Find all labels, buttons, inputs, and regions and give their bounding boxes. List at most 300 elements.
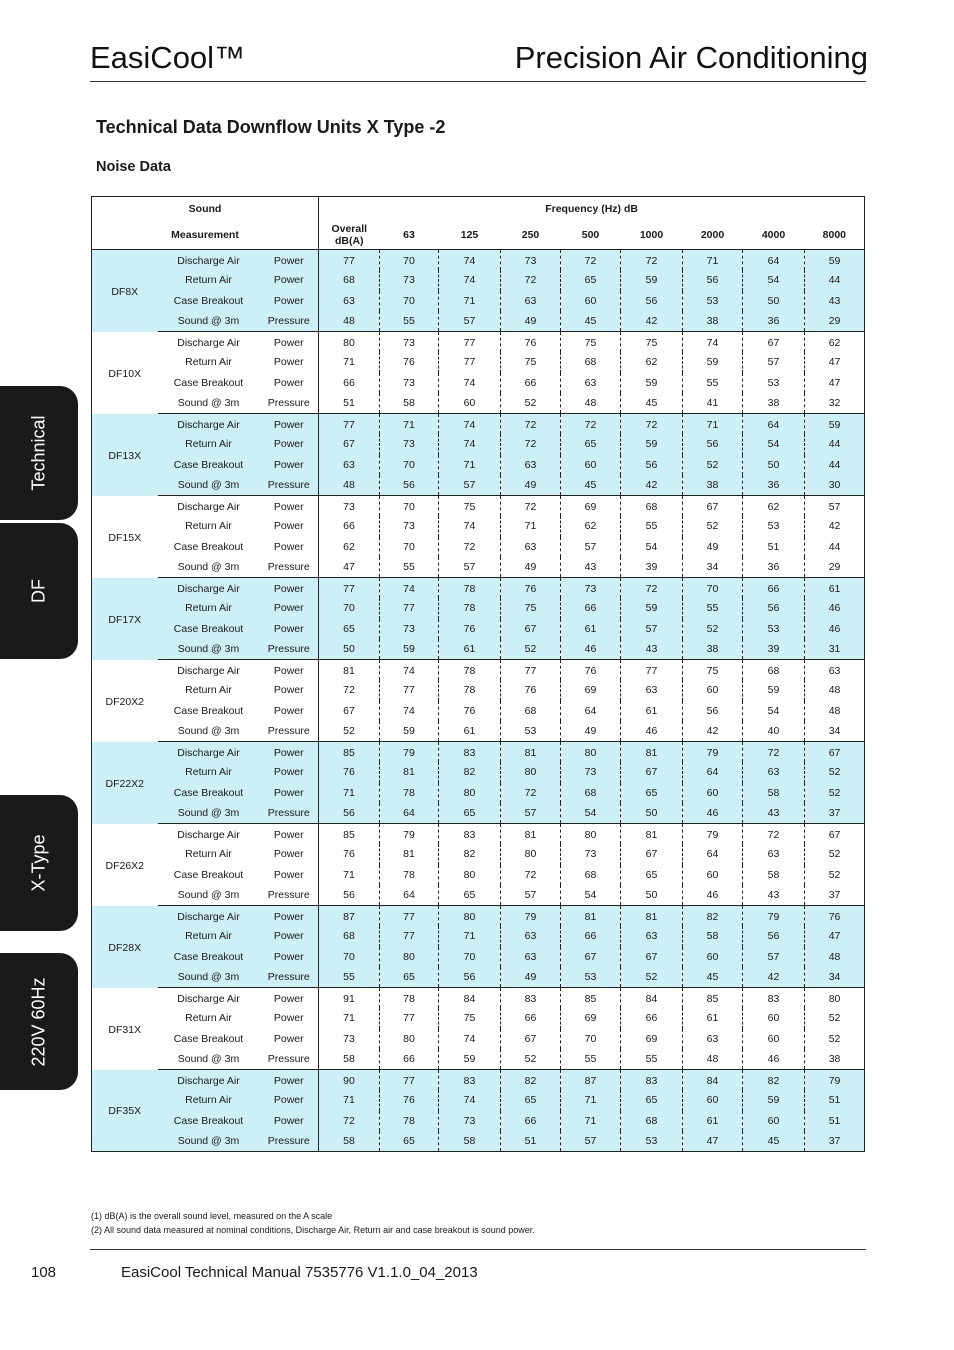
- measurement-position: Return Air: [158, 762, 260, 783]
- band-value: 64: [561, 701, 621, 722]
- band-value: 52: [805, 1029, 865, 1050]
- measurement-type: Power: [260, 844, 319, 865]
- band-value: 65: [621, 865, 683, 886]
- table-row: [92, 762, 865, 783]
- band-value: 59: [743, 680, 805, 701]
- measurement-type: Power: [260, 926, 319, 947]
- tab-technical[interactable]: [0, 386, 78, 520]
- table-row: [92, 639, 865, 660]
- band-value: 41: [683, 393, 743, 414]
- tab-x-type[interactable]: [0, 795, 78, 931]
- band-value: 59: [621, 434, 683, 455]
- measurement-position: Case Breakout: [158, 455, 260, 476]
- band-value: 49: [561, 721, 621, 742]
- tab-technical-label: Technical: [28, 415, 49, 491]
- band-value: 55: [380, 311, 439, 332]
- band-value: 72: [561, 250, 621, 271]
- band-value: 32: [805, 393, 865, 414]
- band-value: 61: [439, 639, 501, 660]
- overall-value: 63: [319, 291, 380, 312]
- table-row: [92, 721, 865, 742]
- band-value: 77: [501, 660, 561, 681]
- band-value: 54: [561, 803, 621, 824]
- band-value: 78: [380, 865, 439, 886]
- band-value: 59: [621, 373, 683, 394]
- band-value: 77: [439, 332, 501, 353]
- band-value: 72: [743, 824, 805, 845]
- model-group: [92, 414, 865, 496]
- band-value: 36: [743, 475, 805, 496]
- tab-df[interactable]: [0, 523, 78, 659]
- measurement-type: Power: [260, 1029, 319, 1050]
- band-value: 69: [561, 680, 621, 701]
- table-row: [92, 250, 865, 271]
- band-value: 85: [683, 988, 743, 1009]
- band-value: 51: [501, 1131, 561, 1152]
- band-value: 63: [743, 844, 805, 865]
- measurement-position: Case Breakout: [158, 373, 260, 394]
- band-value: 78: [380, 783, 439, 804]
- band-value: 77: [380, 598, 439, 619]
- measurement-type: Power: [260, 619, 319, 640]
- band-value: 65: [561, 434, 621, 455]
- page-number: 108: [31, 1264, 57, 1281]
- band-value: 30: [805, 475, 865, 496]
- table-row: [92, 311, 865, 332]
- band-value: 45: [683, 967, 743, 988]
- band-value: 48: [805, 947, 865, 968]
- overall-value: 72: [319, 1111, 380, 1132]
- noise-data-table: [91, 196, 865, 1152]
- model-name: DF35X: [92, 1070, 158, 1152]
- overall-value: 87: [319, 906, 380, 927]
- measurement-type: Pressure: [260, 311, 319, 332]
- band-value: 73: [561, 578, 621, 599]
- band-value: 60: [561, 455, 621, 476]
- model-name: DF20X2: [92, 660, 158, 742]
- band-value: 73: [380, 434, 439, 455]
- band-value: 49: [501, 311, 561, 332]
- band-value: 75: [683, 660, 743, 681]
- band-value: 74: [683, 332, 743, 353]
- table-row: [92, 373, 865, 394]
- band-value: 79: [805, 1070, 865, 1091]
- overall-value: 47: [319, 557, 380, 578]
- band-value: 68: [561, 352, 621, 373]
- measurement-position: Case Breakout: [158, 537, 260, 558]
- band-value: 63: [501, 455, 561, 476]
- measurement-type: Power: [260, 680, 319, 701]
- measurement-type: Pressure: [260, 721, 319, 742]
- measurement-position: Sound @ 3m: [158, 803, 260, 824]
- band-value: 70: [380, 537, 439, 558]
- overall-value: 52: [319, 721, 380, 742]
- tab-voltage[interactable]: [0, 953, 78, 1090]
- measurement-position: Return Air: [158, 1008, 260, 1029]
- band-value: 43: [561, 557, 621, 578]
- band-value: 51: [805, 1090, 865, 1111]
- model-name: DF15X: [92, 496, 158, 578]
- measurement-position: Discharge Air: [158, 906, 260, 927]
- band-value: 38: [683, 475, 743, 496]
- header-overall: [319, 221, 380, 250]
- header-title: Precision Air Conditioning: [514, 40, 868, 75]
- band-value: 72: [501, 865, 561, 886]
- measurement-position: Discharge Air: [158, 988, 260, 1009]
- model-group: [92, 988, 865, 1070]
- table-row: [92, 660, 865, 681]
- overall-value: 48: [319, 311, 380, 332]
- band-value: 48: [683, 1049, 743, 1070]
- measurement-type: Power: [260, 742, 319, 763]
- band-value: 63: [683, 1029, 743, 1050]
- table-row: [92, 270, 865, 291]
- header-sound: Sound: [92, 197, 319, 221]
- band-value: 77: [380, 926, 439, 947]
- band-value: 49: [683, 537, 743, 558]
- overall-value: 55: [319, 967, 380, 988]
- band-value: 73: [561, 762, 621, 783]
- note-1: (1) dB(A) is the overall sound level, measured on the A scale: [91, 1211, 333, 1221]
- band-value: 80: [380, 947, 439, 968]
- band-value: 63: [621, 926, 683, 947]
- table-row: [92, 1070, 865, 1091]
- overall-value: 56: [319, 885, 380, 906]
- measurement-position: Return Air: [158, 926, 260, 947]
- band-value: 70: [439, 947, 501, 968]
- band-value: 51: [805, 1111, 865, 1132]
- band-value: 60: [683, 947, 743, 968]
- table-row: [92, 742, 865, 763]
- model-name: DF13X: [92, 414, 158, 496]
- measurement-position: Case Breakout: [158, 1029, 260, 1050]
- band-value: 67: [621, 762, 683, 783]
- band-value: 81: [380, 844, 439, 865]
- band-value: 69: [621, 1029, 683, 1050]
- overall-value: 85: [319, 742, 380, 763]
- band-value: 72: [501, 270, 561, 291]
- band-value: 83: [439, 824, 501, 845]
- band-value: 43: [805, 291, 865, 312]
- table-row: [92, 1131, 865, 1152]
- band-value: 65: [561, 270, 621, 291]
- band-value: 54: [743, 701, 805, 722]
- model-name: DF10X: [92, 332, 158, 414]
- tab-df-label: DF: [28, 579, 49, 603]
- band-value: 72: [621, 414, 683, 435]
- measurement-position: Return Air: [158, 680, 260, 701]
- band-value: 72: [501, 496, 561, 517]
- overall-value: 70: [319, 598, 380, 619]
- table-row: [92, 414, 865, 435]
- band-value: 76: [380, 1090, 439, 1111]
- measurement-position: Sound @ 3m: [158, 967, 260, 988]
- band-value: 44: [805, 537, 865, 558]
- band-value: 65: [439, 803, 501, 824]
- measurement-position: Sound @ 3m: [158, 721, 260, 742]
- band-value: 42: [743, 967, 805, 988]
- band-value: 81: [621, 824, 683, 845]
- band-value: 72: [439, 537, 501, 558]
- band-value: 80: [439, 865, 501, 886]
- band-value: 84: [439, 988, 501, 1009]
- band-value: 57: [743, 352, 805, 373]
- band-value: 74: [439, 270, 501, 291]
- measurement-position: Discharge Air: [158, 1070, 260, 1091]
- overall-value: 68: [319, 926, 380, 947]
- model-name: DF22X2: [92, 742, 158, 824]
- band-value: 70: [683, 578, 743, 599]
- band-value: 69: [561, 496, 621, 517]
- band-value: 82: [439, 844, 501, 865]
- band-value: 42: [805, 516, 865, 537]
- band-value: 64: [380, 803, 439, 824]
- band-value: 63: [501, 291, 561, 312]
- table-row: [92, 537, 865, 558]
- measurement-position: Return Air: [158, 516, 260, 537]
- band-value: 66: [501, 1111, 561, 1132]
- band-value: 68: [621, 1111, 683, 1132]
- header-band: 63: [380, 221, 439, 250]
- band-value: 83: [439, 742, 501, 763]
- band-value: 60: [683, 1090, 743, 1111]
- overall-value: 77: [319, 578, 380, 599]
- band-value: 83: [439, 1070, 501, 1091]
- band-value: 66: [501, 373, 561, 394]
- overall-value: 63: [319, 455, 380, 476]
- table-row: [92, 926, 865, 947]
- band-value: 60: [683, 783, 743, 804]
- measurement-type: Power: [260, 906, 319, 927]
- measurement-type: Pressure: [260, 1049, 319, 1070]
- measurement-type: Power: [260, 762, 319, 783]
- band-value: 82: [683, 906, 743, 927]
- measurement-type: Power: [260, 373, 319, 394]
- band-value: 85: [561, 988, 621, 1009]
- measurement-type: Power: [260, 1070, 319, 1091]
- measurement-position: Discharge Air: [158, 496, 260, 517]
- model-name: DF28X: [92, 906, 158, 988]
- overall-value: 76: [319, 844, 380, 865]
- table-row: [92, 1008, 865, 1029]
- band-value: 37: [805, 803, 865, 824]
- band-value: 78: [439, 598, 501, 619]
- band-value: 58: [743, 783, 805, 804]
- footer-rule: [90, 1249, 866, 1250]
- band-value: 79: [683, 742, 743, 763]
- overall-value: 72: [319, 680, 380, 701]
- band-value: 73: [439, 1111, 501, 1132]
- band-value: 67: [621, 844, 683, 865]
- band-value: 64: [380, 885, 439, 906]
- table-row: [92, 865, 865, 886]
- measurement-type: Power: [260, 1090, 319, 1111]
- band-value: 65: [621, 783, 683, 804]
- band-value: 71: [501, 516, 561, 537]
- measurement-position: Return Air: [158, 434, 260, 455]
- band-value: 57: [805, 496, 865, 517]
- band-value: 53: [743, 516, 805, 537]
- band-value: 67: [805, 742, 865, 763]
- measurement-position: Case Breakout: [158, 783, 260, 804]
- measurement-position: Case Breakout: [158, 701, 260, 722]
- overall-value: 65: [319, 619, 380, 640]
- table-row: [92, 475, 865, 496]
- header-band: 4000: [743, 221, 805, 250]
- band-value: 75: [501, 352, 561, 373]
- band-value: 69: [561, 1008, 621, 1029]
- band-value: 68: [561, 783, 621, 804]
- band-value: 66: [561, 598, 621, 619]
- band-value: 81: [380, 762, 439, 783]
- table-row: [92, 455, 865, 476]
- model-group: [92, 1070, 865, 1152]
- band-value: 64: [683, 844, 743, 865]
- band-value: 52: [805, 762, 865, 783]
- band-value: 46: [621, 721, 683, 742]
- table-row: [92, 803, 865, 824]
- band-value: 38: [683, 639, 743, 660]
- band-value: 66: [621, 1008, 683, 1029]
- measurement-position: Sound @ 3m: [158, 885, 260, 906]
- band-value: 77: [621, 660, 683, 681]
- table-row: [92, 578, 865, 599]
- overall-value: 76: [319, 762, 380, 783]
- band-value: 80: [561, 824, 621, 845]
- overall-value: 70: [319, 947, 380, 968]
- band-value: 79: [380, 742, 439, 763]
- measurement-position: Sound @ 3m: [158, 393, 260, 414]
- band-value: 63: [501, 926, 561, 947]
- overall-value: 77: [319, 414, 380, 435]
- band-value: 75: [561, 332, 621, 353]
- band-value: 65: [380, 1131, 439, 1152]
- band-value: 45: [621, 393, 683, 414]
- overall-value: 90: [319, 1070, 380, 1091]
- band-value: 71: [683, 250, 743, 271]
- band-value: 48: [805, 701, 865, 722]
- band-value: 60: [743, 1111, 805, 1132]
- band-value: 47: [683, 1131, 743, 1152]
- band-value: 45: [561, 311, 621, 332]
- band-value: 60: [683, 865, 743, 886]
- band-value: 68: [501, 701, 561, 722]
- band-value: 77: [380, 906, 439, 927]
- header-band: 500: [561, 221, 621, 250]
- overall-value: 77: [319, 250, 380, 271]
- band-value: 52: [501, 1049, 561, 1070]
- band-value: 71: [380, 414, 439, 435]
- band-value: 52: [805, 844, 865, 865]
- band-value: 56: [621, 455, 683, 476]
- band-value: 67: [501, 1029, 561, 1050]
- table-row: [92, 1111, 865, 1132]
- table-row: [92, 619, 865, 640]
- band-value: 72: [501, 434, 561, 455]
- band-value: 71: [561, 1111, 621, 1132]
- measurement-type: Power: [260, 496, 319, 517]
- band-value: 29: [805, 311, 865, 332]
- band-value: 78: [439, 660, 501, 681]
- table-row: [92, 885, 865, 906]
- band-value: 45: [561, 475, 621, 496]
- measurement-type: Power: [260, 824, 319, 845]
- band-value: 55: [621, 516, 683, 537]
- band-value: 83: [621, 1070, 683, 1091]
- header-band: 2000: [683, 221, 743, 250]
- band-value: 78: [439, 578, 501, 599]
- band-value: 67: [683, 496, 743, 517]
- band-value: 77: [380, 680, 439, 701]
- band-value: 45: [743, 1131, 805, 1152]
- band-value: 56: [743, 598, 805, 619]
- band-value: 76: [439, 701, 501, 722]
- band-value: 53: [743, 619, 805, 640]
- measurement-position: Sound @ 3m: [158, 311, 260, 332]
- header-measurement: Measurement: [92, 221, 319, 250]
- overall-value: 48: [319, 475, 380, 496]
- measurement-type: Pressure: [260, 475, 319, 496]
- band-value: 55: [380, 557, 439, 578]
- band-value: 38: [743, 393, 805, 414]
- band-value: 84: [683, 1070, 743, 1091]
- header-overall-line1: Overall: [331, 222, 368, 235]
- band-value: 70: [380, 455, 439, 476]
- band-value: 49: [501, 967, 561, 988]
- band-value: 55: [621, 1049, 683, 1070]
- measurement-type: Power: [260, 434, 319, 455]
- band-value: 63: [501, 537, 561, 558]
- overall-value: 73: [319, 496, 380, 517]
- band-value: 79: [683, 824, 743, 845]
- measurement-type: Power: [260, 1008, 319, 1029]
- overall-value: 68: [319, 270, 380, 291]
- band-value: 47: [805, 373, 865, 394]
- measurement-position: Case Breakout: [158, 1111, 260, 1132]
- overall-value: 85: [319, 824, 380, 845]
- overall-value: 71: [319, 1008, 380, 1029]
- band-value: 63: [501, 947, 561, 968]
- measurement-position: Sound @ 3m: [158, 557, 260, 578]
- band-value: 81: [621, 906, 683, 927]
- measurement-position: Case Breakout: [158, 865, 260, 886]
- measurement-position: Discharge Air: [158, 742, 260, 763]
- band-value: 57: [501, 885, 561, 906]
- measurement-type: Power: [260, 250, 319, 271]
- band-value: 80: [501, 762, 561, 783]
- band-value: 44: [805, 455, 865, 476]
- measurement-type: Power: [260, 988, 319, 1009]
- band-value: 76: [805, 906, 865, 927]
- band-value: 80: [561, 742, 621, 763]
- header-band: 250: [501, 221, 561, 250]
- measurement-position: Return Air: [158, 598, 260, 619]
- measurement-position: Discharge Air: [158, 414, 260, 435]
- band-value: 43: [621, 639, 683, 660]
- band-value: 53: [683, 291, 743, 312]
- band-value: 60: [439, 393, 501, 414]
- band-value: 74: [380, 701, 439, 722]
- band-value: 67: [621, 947, 683, 968]
- measurement-type: Power: [260, 455, 319, 476]
- band-value: 37: [805, 885, 865, 906]
- band-value: 54: [743, 434, 805, 455]
- band-value: 63: [621, 680, 683, 701]
- band-value: 74: [439, 250, 501, 271]
- band-value: 44: [805, 434, 865, 455]
- table-row: [92, 1029, 865, 1050]
- band-value: 76: [380, 352, 439, 373]
